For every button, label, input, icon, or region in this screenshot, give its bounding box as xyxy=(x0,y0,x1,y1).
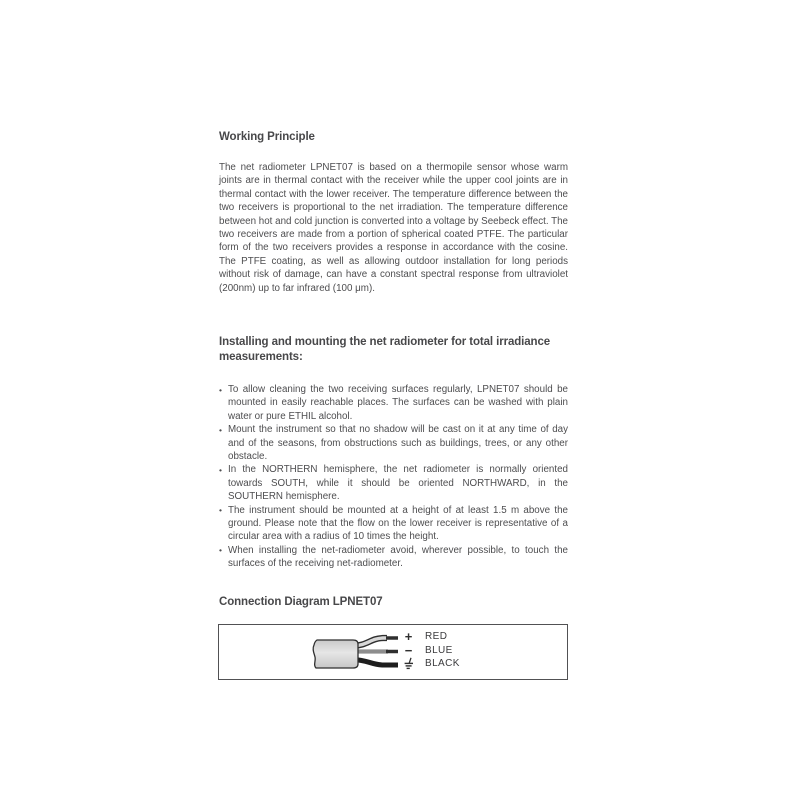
wire-row-black xyxy=(400,657,460,670)
section-heading-connection-diagram: Connection Diagram LPNET07 xyxy=(219,596,383,608)
list-item: • The instrument should be mounted at a height of at least 1.5 m above the ground. Please note that the flow on the lower receiver is representative of a circular area with a radius of 10 times the height. xyxy=(219,504,568,544)
list-item: • Mount the instrument so that no shadow will be cast on it at any time of day and of the seasons, from obstructions such as buildings, trees, or any other obstacle. xyxy=(219,423,568,463)
list-item: • To allow cleaning the two receiving surfaces regularly, LPNET07 should be mounted in easily reachable places. The surfaces can be washed with plain water or pure ETHIL alcohol. xyxy=(219,383,568,423)
black-wire xyxy=(352,660,398,666)
wire-row-blue xyxy=(400,644,453,657)
installation-bullet-list xyxy=(219,383,568,571)
list-item: • When installing the net-radiometer avoid, wherever possible, to touch the surfaces of the receiving net-radiometer. xyxy=(219,544,568,571)
working-principle-paragraph: The net radiometer LPNET07 is based on a thermopile sensor whose warm joints are in thermal contact with the receiver while the upper cool joints are in thermal contact with the lower receiver. The temperature difference between the two receivers is proportional to the net irradiation. The temperature difference between hot and cold junction is converted into a voltage by Seebeck effect. The two receivers are made from a portion of spherical coated PTFE. The particular form of the two receivers provides a response in accordance with the cosine. The PTFE coating, as well as allowing outdoor installation for long periods without risk of damage, can have a constant spectral response from ultraviolet (200nm) up to far infrared (100 μm). xyxy=(219,162,568,294)
plus-symbol: + xyxy=(404,629,413,644)
wire-label-blue: BLUE xyxy=(425,644,453,656)
section-heading-installing: Installing and mounting the net radiometer for total irradiance measurements: xyxy=(219,336,551,363)
list-item: • In the NORTHERN hemisphere, the net radiometer is normally oriented towards SOUTH, while it should be oriented NORTHWARD, in the SOUTHERN hemisphere. xyxy=(219,463,568,503)
earth-ground-icon xyxy=(400,657,417,670)
connection-diagram-box xyxy=(218,624,568,680)
wire-label-red: RED xyxy=(425,631,448,642)
wire-label-black: BLACK xyxy=(425,657,460,669)
minus-symbol: − xyxy=(404,642,413,658)
cable-sheath xyxy=(313,640,358,668)
section-heading-working-principle: Working Principle xyxy=(219,131,315,143)
wire-row-red xyxy=(400,630,447,643)
cable-illustration xyxy=(219,625,568,678)
